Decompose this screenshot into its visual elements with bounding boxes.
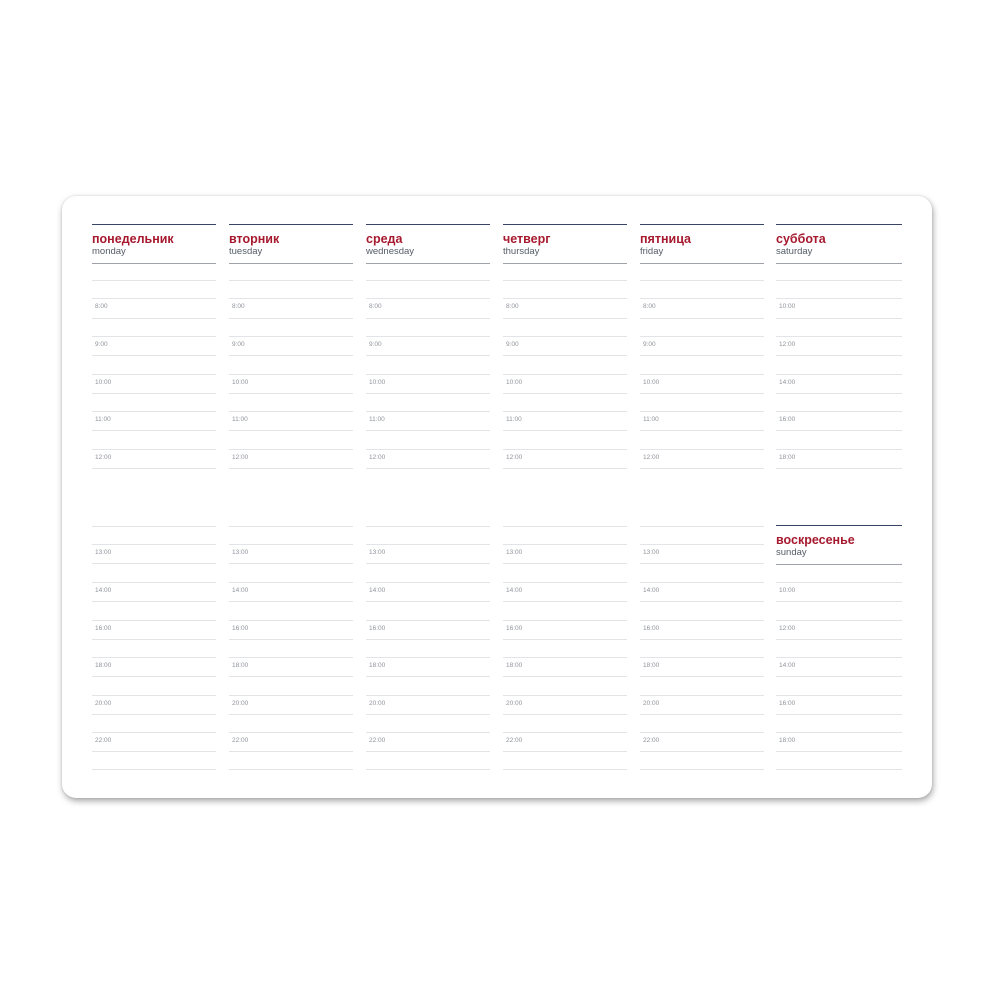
write-line[interactable]	[776, 374, 902, 375]
time-label-sunday-5: 18:00	[779, 737, 796, 744]
day-english-monday: monday	[92, 246, 126, 257]
write-line[interactable]	[776, 355, 902, 356]
time-label-friday-5: 12:00	[643, 454, 660, 461]
day-english-friday: friday	[640, 246, 664, 257]
day-english-wednesday: wednesday	[366, 246, 415, 257]
time-label-tuesday-3: 10:00	[232, 379, 249, 386]
write-line[interactable]	[503, 732, 627, 733]
time-label-thursday-6: 13:00	[506, 549, 523, 556]
time-label-monday-9: 18:00	[95, 662, 112, 669]
time-label-friday-9: 18:00	[643, 662, 660, 669]
write-line[interactable]	[366, 601, 490, 602]
day-english-sunday: sunday	[776, 547, 807, 558]
write-line[interactable]	[229, 657, 353, 658]
write-line[interactable]	[503, 544, 627, 545]
write-line[interactable]	[229, 563, 353, 564]
write-line[interactable]	[229, 732, 353, 733]
time-label-friday-4: 11:00	[643, 416, 659, 423]
time-label-monday-11: 22:00	[95, 737, 112, 744]
write-line[interactable]	[776, 732, 902, 733]
write-line[interactable]	[366, 751, 490, 752]
day-name-friday: пятница	[640, 232, 691, 246]
write-line[interactable]	[503, 563, 627, 564]
write-line[interactable]	[366, 526, 490, 527]
time-label-thursday-11: 22:00	[506, 737, 523, 744]
write-line[interactable]	[366, 393, 490, 394]
write-line[interactable]	[229, 751, 353, 752]
write-line[interactable]	[640, 318, 764, 319]
write-line[interactable]	[503, 676, 627, 677]
write-line[interactable]	[229, 374, 353, 375]
time-label-saturday-2: 12:00	[779, 341, 796, 348]
write-line[interactable]	[503, 374, 627, 375]
time-label-tuesday-5: 12:00	[232, 454, 249, 461]
header-underline	[640, 263, 764, 264]
write-line[interactable]	[776, 411, 902, 412]
day-name-saturday: суббота	[776, 232, 826, 246]
header-rule	[776, 224, 902, 225]
time-label-monday-1: 8:00	[95, 303, 108, 310]
write-line[interactable]	[92, 639, 216, 640]
time-label-tuesday-1: 8:00	[232, 303, 245, 310]
write-line[interactable]	[776, 318, 902, 319]
header-underline	[776, 263, 902, 264]
write-line[interactable]	[776, 695, 902, 696]
write-line[interactable]	[640, 657, 764, 658]
write-line[interactable]	[503, 714, 627, 715]
time-label-sunday-2: 12:00	[779, 625, 796, 632]
write-line[interactable]	[366, 582, 490, 583]
time-label-wednesday-9: 18:00	[369, 662, 386, 669]
time-label-friday-6: 13:00	[643, 549, 660, 556]
header-rule	[776, 525, 902, 526]
write-line[interactable]	[366, 430, 490, 431]
time-label-monday-7: 14:00	[95, 587, 112, 594]
write-line[interactable]	[776, 676, 902, 677]
write-line[interactable]	[503, 751, 627, 752]
write-line[interactable]	[229, 298, 353, 299]
time-label-thursday-7: 14:00	[506, 587, 523, 594]
write-line[interactable]	[776, 449, 902, 450]
write-line[interactable]	[92, 601, 216, 602]
header-rule	[503, 224, 627, 225]
header-underline	[366, 263, 490, 264]
write-line[interactable]	[229, 280, 353, 281]
write-line[interactable]	[92, 280, 216, 281]
write-line[interactable]	[776, 714, 902, 715]
write-line[interactable]	[229, 355, 353, 356]
write-line[interactable]	[503, 298, 627, 299]
time-label-monday-5: 12:00	[95, 454, 112, 461]
write-line[interactable]	[640, 393, 764, 394]
write-line[interactable]	[366, 769, 490, 770]
write-line[interactable]	[503, 769, 627, 770]
write-line[interactable]	[503, 695, 627, 696]
day-english-tuesday: tuesday	[229, 246, 263, 257]
time-label-saturday-3: 14:00	[779, 379, 796, 386]
write-line[interactable]	[229, 639, 353, 640]
write-line[interactable]	[503, 601, 627, 602]
day-column-friday	[640, 196, 764, 798]
write-line[interactable]	[92, 355, 216, 356]
time-label-thursday-8: 16:00	[506, 625, 523, 632]
write-line[interactable]	[640, 355, 764, 356]
header-rule	[229, 224, 353, 225]
write-line[interactable]	[503, 355, 627, 356]
write-line[interactable]	[366, 336, 490, 337]
write-line[interactable]	[366, 468, 490, 469]
write-line[interactable]	[366, 563, 490, 564]
time-label-wednesday-2: 9:00	[369, 341, 382, 348]
write-line[interactable]	[640, 769, 764, 770]
time-label-thursday-10: 20:00	[506, 700, 523, 707]
write-line[interactable]	[776, 769, 902, 770]
time-label-monday-10: 20:00	[95, 700, 112, 707]
time-label-friday-1: 8:00	[643, 303, 656, 310]
header-underline	[229, 263, 353, 264]
write-line[interactable]	[92, 430, 216, 431]
write-line[interactable]	[229, 411, 353, 412]
write-line[interactable]	[640, 336, 764, 337]
time-label-thursday-5: 12:00	[506, 454, 523, 461]
write-line[interactable]	[640, 430, 764, 431]
write-line[interactable]	[640, 280, 764, 281]
time-label-wednesday-1: 8:00	[369, 303, 382, 310]
write-line[interactable]	[92, 544, 216, 545]
write-line[interactable]	[92, 374, 216, 375]
time-label-friday-8: 16:00	[643, 625, 660, 632]
time-label-thursday-4: 11:00	[506, 416, 522, 423]
write-line[interactable]	[503, 336, 627, 337]
time-label-sunday-1: 10:00	[779, 587, 796, 594]
write-line[interactable]	[92, 468, 216, 469]
write-line[interactable]	[640, 411, 764, 412]
time-label-wednesday-8: 16:00	[369, 625, 386, 632]
write-line[interactable]	[92, 732, 216, 733]
time-label-monday-6: 13:00	[95, 549, 112, 556]
write-line[interactable]	[229, 620, 353, 621]
time-label-friday-2: 9:00	[643, 341, 656, 348]
write-line[interactable]	[503, 620, 627, 621]
time-label-wednesday-4: 11:00	[369, 416, 385, 423]
time-label-thursday-1: 8:00	[506, 303, 519, 310]
write-line[interactable]	[92, 751, 216, 752]
write-line[interactable]	[229, 468, 353, 469]
write-line[interactable]	[92, 695, 216, 696]
write-line[interactable]	[640, 544, 764, 545]
day-name-wednesday: среда	[366, 232, 403, 246]
write-line[interactable]	[92, 563, 216, 564]
write-line[interactable]	[229, 336, 353, 337]
header-underline	[92, 263, 216, 264]
write-line[interactable]	[503, 468, 627, 469]
write-line[interactable]	[640, 298, 764, 299]
write-line[interactable]	[776, 336, 902, 337]
time-label-tuesday-2: 9:00	[232, 341, 245, 348]
time-label-tuesday-4: 11:00	[232, 416, 248, 423]
time-label-friday-11: 22:00	[643, 737, 660, 744]
write-line[interactable]	[776, 393, 902, 394]
time-label-tuesday-10: 20:00	[232, 700, 249, 707]
time-label-wednesday-11: 22:00	[369, 737, 386, 744]
write-line[interactable]	[640, 449, 764, 450]
day-name-thursday: четверг	[503, 232, 551, 246]
time-label-sunday-3: 14:00	[779, 662, 796, 669]
write-line[interactable]	[776, 280, 902, 281]
day-column-thursday	[503, 196, 627, 798]
write-line[interactable]	[640, 526, 764, 527]
write-line[interactable]	[640, 582, 764, 583]
write-line[interactable]	[503, 639, 627, 640]
write-line[interactable]	[776, 639, 902, 640]
write-line[interactable]	[776, 620, 902, 621]
time-label-monday-3: 10:00	[95, 379, 112, 386]
time-label-wednesday-5: 12:00	[369, 454, 386, 461]
write-line[interactable]	[776, 430, 902, 431]
time-label-friday-10: 20:00	[643, 700, 660, 707]
time-label-friday-3: 10:00	[643, 379, 660, 386]
time-label-sunday-4: 16:00	[779, 700, 796, 707]
write-line[interactable]	[229, 769, 353, 770]
write-line[interactable]	[640, 620, 764, 621]
write-line[interactable]	[92, 449, 216, 450]
write-line[interactable]	[776, 657, 902, 658]
write-line[interactable]	[640, 714, 764, 715]
write-line[interactable]	[229, 430, 353, 431]
write-line[interactable]	[640, 639, 764, 640]
time-label-wednesday-7: 14:00	[369, 587, 386, 594]
write-line[interactable]	[776, 601, 902, 602]
write-line[interactable]	[503, 430, 627, 431]
day-name-monday: понедельник	[92, 232, 174, 246]
day-name-sunday: воскресенье	[776, 533, 855, 547]
write-line[interactable]	[503, 449, 627, 450]
time-label-tuesday-8: 16:00	[232, 625, 249, 632]
write-line[interactable]	[366, 544, 490, 545]
time-label-wednesday-6: 13:00	[369, 549, 386, 556]
write-line[interactable]	[640, 695, 764, 696]
write-line[interactable]	[503, 318, 627, 319]
write-line[interactable]	[92, 657, 216, 658]
write-line[interactable]	[92, 769, 216, 770]
write-line[interactable]	[640, 732, 764, 733]
write-line[interactable]	[92, 411, 216, 412]
write-line[interactable]	[229, 676, 353, 677]
write-line[interactable]	[92, 526, 216, 527]
write-line[interactable]	[229, 449, 353, 450]
time-label-saturday-1: 10:00	[779, 303, 796, 310]
write-line[interactable]	[776, 582, 902, 583]
write-line[interactable]	[366, 695, 490, 696]
write-line[interactable]	[229, 582, 353, 583]
day-column-weekend	[776, 196, 902, 798]
day-column-monday	[92, 196, 216, 798]
time-label-monday-8: 16:00	[95, 625, 112, 632]
write-line[interactable]	[366, 657, 490, 658]
write-line[interactable]	[92, 714, 216, 715]
write-line[interactable]	[229, 526, 353, 527]
day-english-thursday: thursday	[503, 246, 540, 257]
time-label-tuesday-6: 13:00	[232, 549, 249, 556]
write-line[interactable]	[229, 318, 353, 319]
write-line[interactable]	[366, 732, 490, 733]
write-line[interactable]	[92, 582, 216, 583]
write-line[interactable]	[366, 449, 490, 450]
day-english-saturday: saturday	[776, 246, 813, 257]
write-line[interactable]	[640, 751, 764, 752]
write-line[interactable]	[366, 639, 490, 640]
write-line[interactable]	[640, 468, 764, 469]
write-line[interactable]	[229, 544, 353, 545]
time-label-tuesday-7: 14:00	[232, 587, 249, 594]
write-line[interactable]	[640, 601, 764, 602]
write-line[interactable]	[92, 393, 216, 394]
header-rule	[366, 224, 490, 225]
day-name-tuesday: вторник	[229, 232, 280, 246]
time-label-monday-2: 9:00	[95, 341, 108, 348]
day-column-tuesday	[229, 196, 353, 798]
write-line[interactable]	[92, 318, 216, 319]
time-label-thursday-3: 10:00	[506, 379, 523, 386]
time-label-tuesday-9: 18:00	[232, 662, 249, 669]
time-label-wednesday-3: 10:00	[369, 379, 386, 386]
time-label-thursday-9: 18:00	[506, 662, 523, 669]
write-line[interactable]	[366, 355, 490, 356]
write-line[interactable]	[640, 374, 764, 375]
write-line[interactable]	[366, 280, 490, 281]
time-label-tuesday-11: 22:00	[232, 737, 249, 744]
day-column-wednesday	[366, 196, 490, 798]
planner-sheet	[62, 196, 932, 798]
write-line[interactable]	[503, 411, 627, 412]
write-line[interactable]	[92, 298, 216, 299]
write-line[interactable]	[503, 582, 627, 583]
write-line[interactable]	[366, 318, 490, 319]
write-line[interactable]	[640, 563, 764, 564]
write-line[interactable]	[503, 526, 627, 527]
write-line[interactable]	[92, 620, 216, 621]
write-line[interactable]	[366, 714, 490, 715]
write-line[interactable]	[92, 676, 216, 677]
write-line[interactable]	[776, 751, 902, 752]
write-line[interactable]	[503, 393, 627, 394]
write-line[interactable]	[92, 336, 216, 337]
header-rule	[92, 224, 216, 225]
write-line[interactable]	[776, 298, 902, 299]
write-line[interactable]	[229, 695, 353, 696]
time-label-friday-7: 14:00	[643, 587, 660, 594]
time-label-thursday-2: 9:00	[506, 341, 519, 348]
write-line[interactable]	[776, 468, 902, 469]
time-label-monday-4: 11:00	[95, 416, 111, 423]
write-line[interactable]	[366, 676, 490, 677]
time-label-saturday-4: 16:00	[779, 416, 796, 423]
write-line[interactable]	[503, 657, 627, 658]
header-rule	[640, 224, 764, 225]
write-line[interactable]	[640, 676, 764, 677]
write-line[interactable]	[503, 280, 627, 281]
write-line[interactable]	[229, 601, 353, 602]
time-label-wednesday-10: 20:00	[369, 700, 386, 707]
write-line[interactable]	[366, 411, 490, 412]
write-line[interactable]	[366, 298, 490, 299]
write-line[interactable]	[229, 393, 353, 394]
write-line[interactable]	[366, 620, 490, 621]
write-line[interactable]	[366, 374, 490, 375]
write-line[interactable]	[229, 714, 353, 715]
header-underline	[776, 564, 902, 565]
header-underline	[503, 263, 627, 264]
time-label-saturday-5: 18:00	[779, 454, 796, 461]
